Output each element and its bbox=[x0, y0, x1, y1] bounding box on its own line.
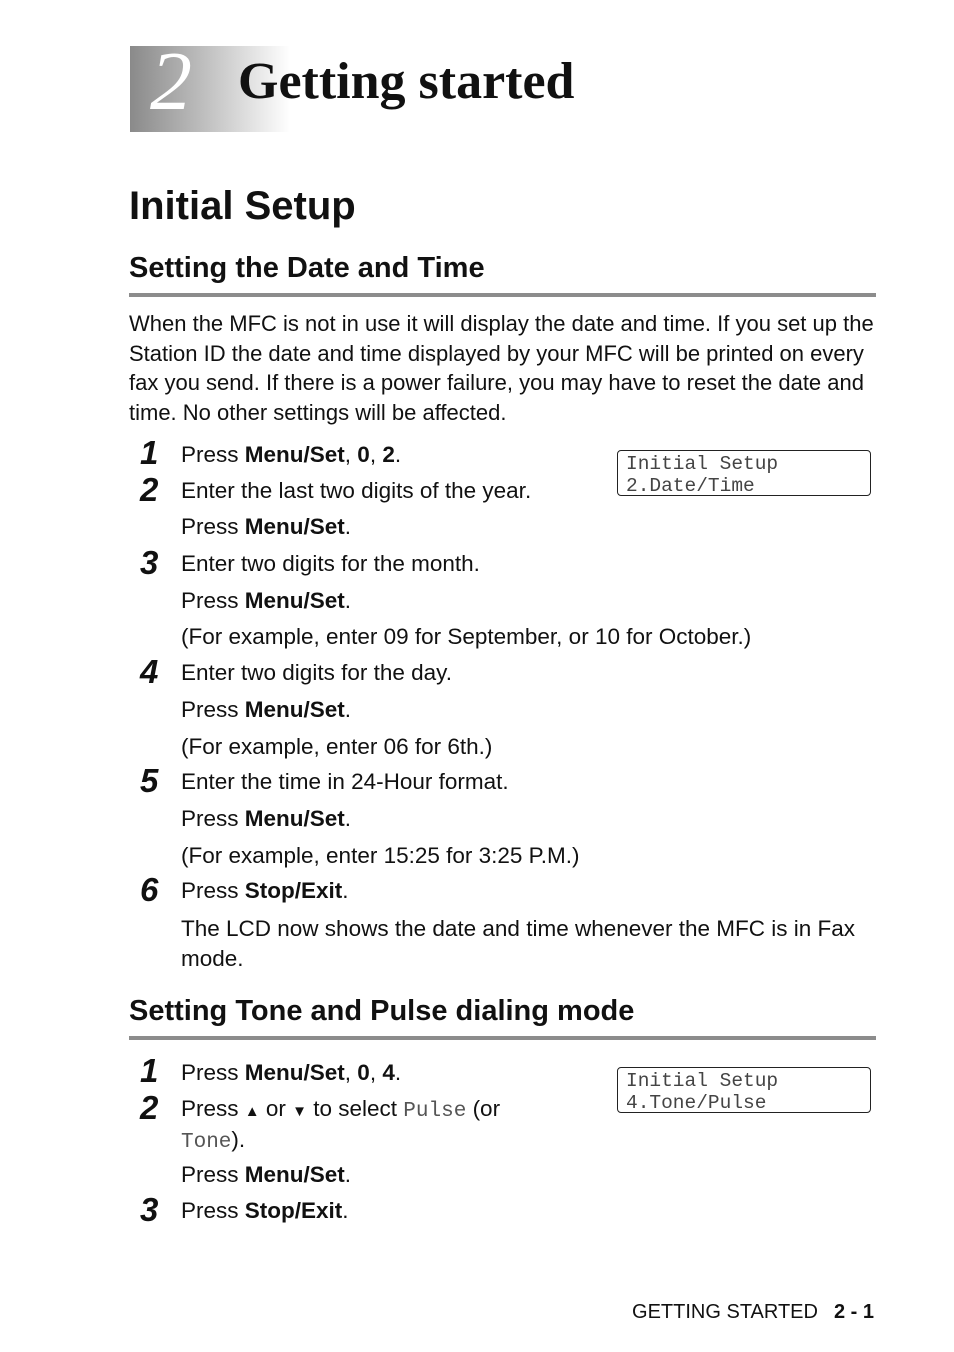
press-menu-set: Press Menu/Set. bbox=[181, 697, 352, 722]
step-text: Enter the time in 24-Hour format. bbox=[181, 769, 509, 794]
step-number: 2 bbox=[140, 471, 159, 508]
step-number: 3 bbox=[140, 1191, 159, 1228]
heading-rule bbox=[129, 293, 876, 297]
step-number: 3 bbox=[140, 544, 159, 581]
step-example: (For example, enter 15:25 for 3:25 P.M.) bbox=[181, 843, 580, 868]
step-number: 6 bbox=[140, 871, 159, 908]
step-number: 4 bbox=[140, 653, 159, 690]
press-menu-set: Press Menu/Set. bbox=[181, 806, 352, 831]
step-number: 5 bbox=[140, 762, 159, 799]
step-text: Press Menu/Set, 0, 2. bbox=[181, 442, 402, 467]
step-number: 2 bbox=[140, 1089, 159, 1126]
down-arrow-icon: ▼ bbox=[292, 1103, 307, 1120]
step-number: 1 bbox=[140, 1052, 159, 1089]
step-text: Press Stop/Exit. bbox=[181, 878, 349, 903]
page-number: 2 - 1 bbox=[833, 1301, 874, 1323]
step-example: (For example, enter 09 for September, or 10 for October.) bbox=[181, 624, 752, 649]
footer-label: GETTING STARTED bbox=[632, 1301, 818, 1323]
heading-rule bbox=[129, 1036, 876, 1040]
lcd-line-1: Initial Setup bbox=[626, 1070, 779, 1092]
step-text: Press ▲ or ▼ to select Pulse (or bbox=[181, 1096, 501, 1123]
step-number: 1 bbox=[140, 434, 159, 471]
step-note: The LCD now shows the date and time whenever the MFC is in Fax mode. bbox=[181, 916, 856, 971]
chapter-number: 2 bbox=[150, 35, 192, 128]
step-example: (For example, enter 06 for 6th.) bbox=[181, 734, 493, 759]
step-text: Enter two digits for the day. bbox=[181, 660, 452, 685]
lcd-line-2: 2.Date/Time bbox=[626, 475, 755, 497]
lcd-display-date-time bbox=[617, 450, 871, 496]
step-text-cont: Tone). bbox=[181, 1127, 246, 1154]
step-text: Press Menu/Set, 0, 4. bbox=[181, 1060, 402, 1085]
up-arrow-icon: ▲ bbox=[244, 1103, 260, 1120]
chapter-title: Getting started bbox=[238, 53, 575, 110]
date-time-heading: Setting the Date and Time bbox=[129, 252, 485, 284]
tone-pulse-heading: Setting Tone and Pulse dialing mode bbox=[129, 995, 635, 1027]
lcd-display-tone-pulse bbox=[617, 1067, 871, 1113]
date-time-intro: When the MFC is not in use it will display the date and time. If you set up the Station ID the date and time displayed by your MFC will be printed on every fax you send. If there is a power failure, you may have to reset the date and time. No other settings will be affected. bbox=[129, 311, 874, 425]
lcd-line-2: 4.Tone/Pulse bbox=[626, 1092, 767, 1114]
step-text: Enter two digits for the month. bbox=[181, 551, 480, 576]
step-text: Press Stop/Exit. bbox=[181, 1198, 349, 1223]
step-text: Enter the last two digits of the year. bbox=[181, 478, 532, 503]
press-menu-set: Press Menu/Set. bbox=[181, 1162, 352, 1187]
press-menu-set: Press Menu/Set. bbox=[181, 514, 352, 539]
page-footer bbox=[632, 1302, 874, 1322]
lcd-line-1: Initial Setup bbox=[626, 453, 779, 475]
section-title: Initial Setup bbox=[129, 184, 356, 228]
press-menu-set: Press Menu/Set. bbox=[181, 588, 352, 613]
